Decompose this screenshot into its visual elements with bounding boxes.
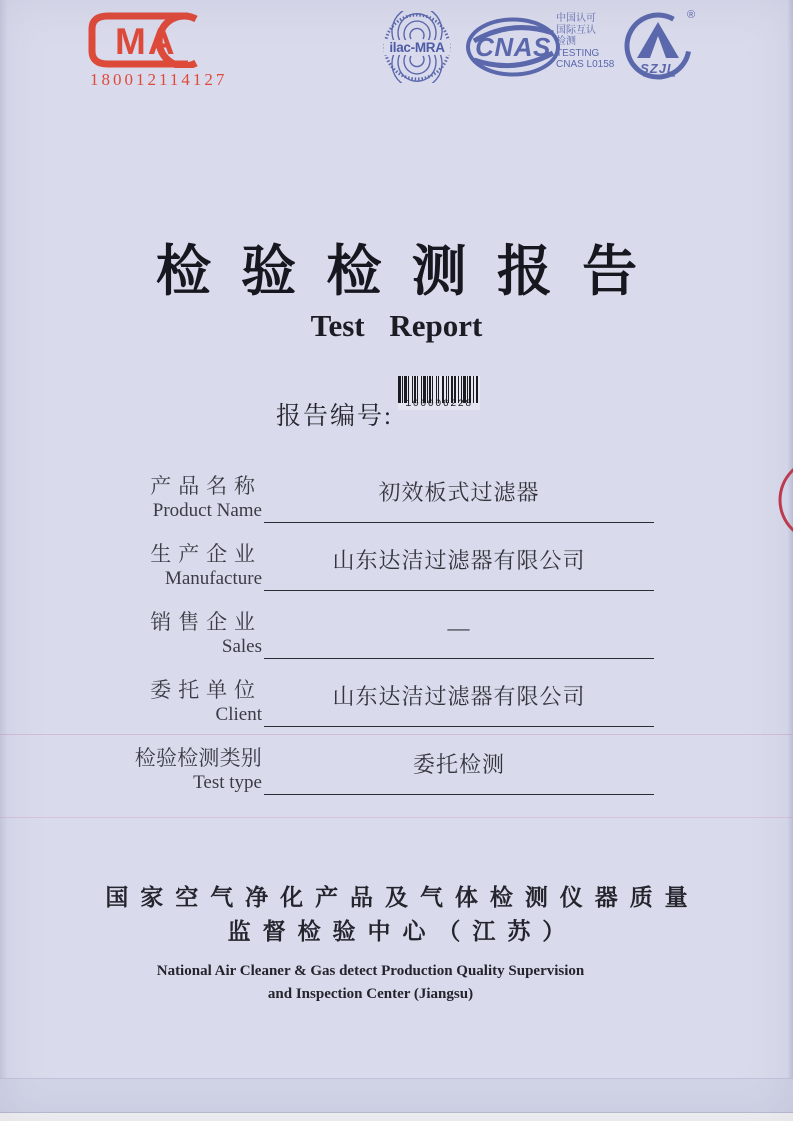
accreditation-line: 中国认可 [556, 13, 596, 24]
accreditation-line: CNAS L0158 [556, 59, 615, 71]
field-underline [264, 591, 654, 659]
fields-table [132, 455, 654, 795]
issuing-organization [0, 884, 793, 1006]
organization-name-zh-line1: 国家空气净化产品及气体检测仪器质量 [105, 885, 700, 910]
field-value: — [447, 614, 471, 640]
field-value: 初效板式过滤器 [378, 480, 540, 505]
ilac-mra-label: ilac-MRA [389, 40, 445, 55]
field-label-en: Product Name [152, 500, 262, 521]
report-title-zh: 检验检测报告 [155, 241, 668, 302]
field-label-en: Test type [193, 772, 262, 793]
paper-fold-line [0, 734, 793, 735]
ilac-mra-logo-icon [379, 11, 455, 83]
field-row [132, 659, 654, 727]
field-label-en: Client [215, 704, 262, 725]
field-label-zh: 检验检测类别 [134, 746, 262, 770]
barcode-number: 100006228 [398, 399, 480, 410]
szjl-label: SZJL [640, 61, 676, 76]
accreditation-line: 国际互认 [556, 24, 596, 36]
scan-bottom-band [0, 1078, 793, 1112]
field-row [132, 727, 654, 795]
field-label [132, 591, 262, 659]
accreditation-line: 检测 [556, 36, 576, 48]
cnas-logo-icon [465, 16, 562, 78]
field-label [132, 659, 262, 727]
field-label-en: Manufacture [164, 568, 262, 589]
field-value: 山东达洁过滤器有限公司 [332, 684, 586, 709]
organization-name-en-line1: National Air Cleaner & Gas detect Production Quality Supervision [156, 963, 585, 979]
field-label [132, 727, 262, 795]
red-seal-arc [777, 460, 793, 540]
report-title-en: Test Report [310, 308, 483, 343]
field-label [132, 523, 262, 591]
field-underline [264, 727, 654, 795]
field-row [132, 523, 654, 591]
field-value: 委托检测 [412, 752, 505, 777]
field-row [132, 591, 654, 659]
organization-name-en-line2: and Inspection Center (Jiangsu) [267, 986, 474, 1002]
barcode [398, 376, 480, 410]
cnas-label: CNAS [475, 32, 551, 62]
cma-logo-icon [88, 12, 216, 68]
cma-ma-label: MA [115, 21, 177, 62]
field-label-zh: 生产企业 [150, 542, 262, 566]
paper-bottom-edge [0, 1112, 793, 1121]
field-underline [264, 455, 654, 523]
cma-license-number: 180012114127 [90, 70, 228, 89]
field-underline [264, 659, 654, 727]
field-label-zh: 产品名称 [150, 474, 262, 498]
field-underline [264, 523, 654, 591]
field-value: 山东达洁过滤器有限公司 [332, 548, 586, 573]
field-label-zh: 销售企业 [150, 610, 262, 634]
registered-trademark-icon: ® [687, 9, 696, 21]
field-label-zh: 委托单位 [150, 678, 262, 702]
paper-fold-line [0, 817, 793, 818]
field-row [132, 455, 654, 523]
accreditation-line: TESTING [556, 47, 600, 59]
field-label-en: Sales [221, 636, 262, 657]
organization-name-zh-line2: 监督检验中心（江苏） [227, 919, 578, 944]
report-number-label: 报告编号: [276, 403, 393, 430]
field-label [132, 455, 262, 523]
szjl-logo-icon [623, 8, 696, 80]
